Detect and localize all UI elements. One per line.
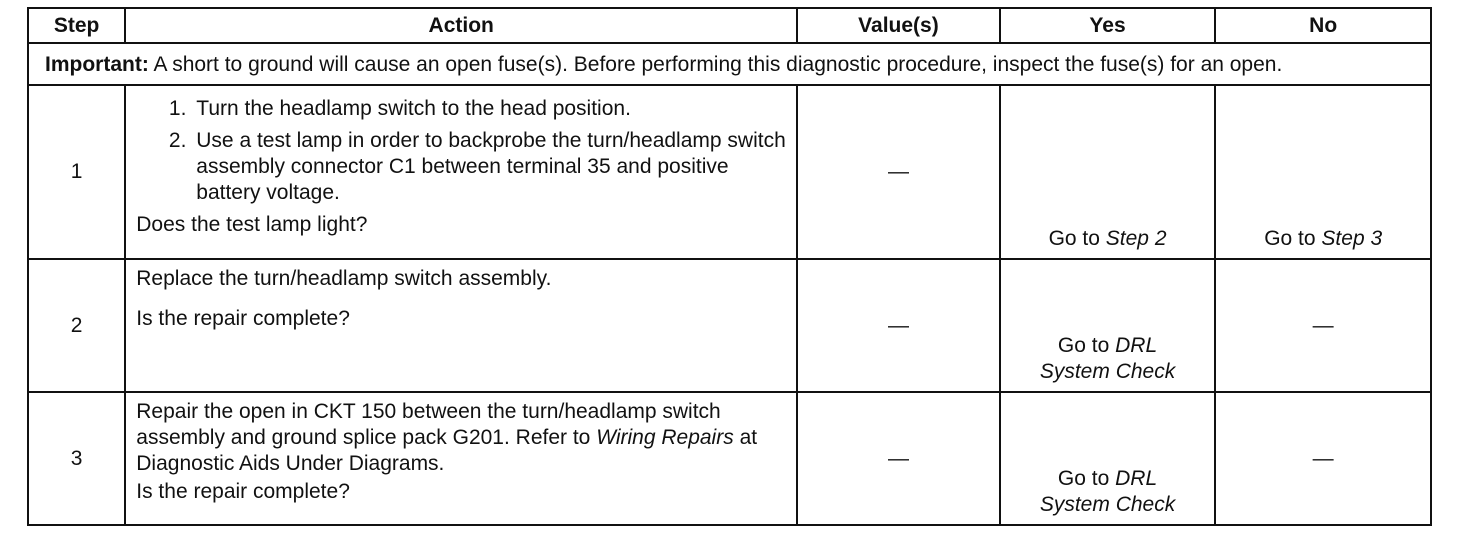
yes-link-line-1[interactable]: DRL bbox=[1115, 334, 1158, 357]
yes-prefix: Go to bbox=[1057, 334, 1110, 357]
header-step: Step bbox=[28, 8, 125, 43]
step-number: 2 bbox=[28, 259, 125, 392]
table-row bbox=[28, 392, 1431, 525]
header-values: Value(s) bbox=[797, 8, 1000, 43]
no-cell: — bbox=[1215, 259, 1431, 392]
action-text bbox=[136, 399, 786, 477]
important-row bbox=[28, 43, 1431, 85]
step-number: 3 bbox=[28, 392, 125, 525]
value-cell: — bbox=[797, 259, 1000, 392]
value-cell: — bbox=[797, 85, 1000, 259]
table-row bbox=[28, 259, 1431, 392]
important-label: Important: bbox=[45, 53, 149, 76]
yes-cell bbox=[1000, 85, 1216, 259]
action-question: Does the test lamp light? bbox=[136, 213, 368, 236]
wiring-repairs-link[interactable]: Wiring Repairs bbox=[596, 426, 734, 449]
no-cell bbox=[1215, 85, 1431, 259]
no-prefix: Go to bbox=[1264, 227, 1316, 250]
yes-link-line-1[interactable]: DRL bbox=[1115, 467, 1158, 490]
diagnostic-table bbox=[27, 7, 1432, 526]
important-text: A short to ground will cause an open fuse(s). Before performing this diagnostic procedure, inspect the fuse(s) for an open. bbox=[153, 53, 1283, 76]
header-row bbox=[28, 8, 1431, 43]
yes-link-line-2[interactable]: System Check bbox=[1039, 360, 1176, 383]
action-item: 2. Use a test lamp in order to backprobe the turn/headlamp switch assembly connector C1 between terminal 35 and positive battery voltage. bbox=[192, 128, 786, 206]
header-action: Action bbox=[125, 8, 797, 43]
action-text: Replace the turn/headlamp switch assembly. bbox=[136, 267, 552, 290]
header-yes: Yes bbox=[1000, 8, 1216, 43]
yes-prefix: Go to bbox=[1048, 227, 1100, 250]
yes-link[interactable]: Step 2 bbox=[1105, 227, 1167, 250]
yes-prefix: Go to bbox=[1057, 467, 1110, 490]
no-link[interactable]: Step 3 bbox=[1321, 227, 1383, 250]
step-number: 1 bbox=[28, 85, 125, 259]
important-note bbox=[28, 43, 1431, 85]
action-list bbox=[136, 96, 786, 206]
action-text-part-2: at Diagnostic Aids Under Diagrams. bbox=[136, 426, 758, 475]
no-cell: — bbox=[1215, 392, 1431, 525]
table-row bbox=[28, 85, 1431, 259]
action-cell bbox=[125, 259, 797, 392]
action-question: Is the repair complete? bbox=[136, 480, 350, 503]
header-no: No bbox=[1215, 8, 1431, 43]
yes-link-line-2[interactable]: System Check bbox=[1039, 493, 1176, 516]
action-item: 1. Turn the headlamp switch to the head position. bbox=[192, 96, 786, 122]
action-cell bbox=[125, 85, 797, 259]
value-cell: — bbox=[797, 392, 1000, 525]
action-question: Is the repair complete? bbox=[136, 307, 350, 330]
yes-cell bbox=[1000, 392, 1216, 525]
action-cell bbox=[125, 392, 797, 525]
action-text-part-1: Repair the open in CKT 150 between the turn/headlamp switch assembly and ground splice pack G201. Refer to bbox=[136, 400, 721, 449]
yes-cell bbox=[1000, 259, 1216, 392]
